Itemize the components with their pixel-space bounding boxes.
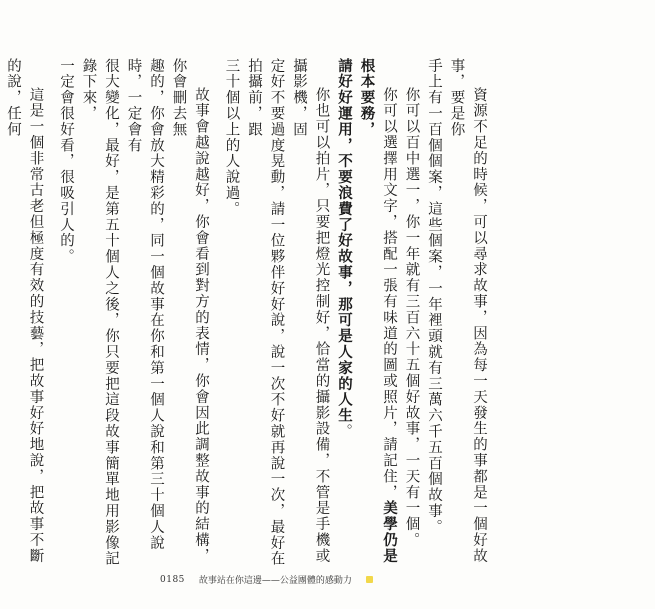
paragraph-p4 bbox=[220, 58, 333, 568]
paragraph-text: 資源不足的時候，可以尋求故事，因為每一天發生的事都是一個好故事，要是你 手上有一百個個案，這些個案，一年裡頭就有三萬六千五百個故事。 bbox=[426, 58, 487, 564]
paragraph-p1 bbox=[423, 58, 491, 568]
paragraph-text: 你也可以拍片，只要把燈光控制好，恰當的攝影設備，不管是手機或攝影機，固 定好不要過度晃動，請一位夥伴好好說，說一次不好就再說一次，最好在拍攝前，跟 三十個以上的人說過。 bbox=[223, 58, 330, 567]
running-title: 故事站在你這邊——公益團體的感動力 bbox=[198, 576, 352, 586]
vertical-body-text bbox=[5, 58, 490, 568]
paragraph-p2 bbox=[400, 58, 423, 568]
paragraph-text: 故事會越說越好，你會看到對方的表情，你會因此調整故事的結構，你會刪去無 趣的，你會放大精彩的，同一個故事在你和第一個人說和第三十個人說時，一定會有 很大變化，最好，是第五十個人之後，你只要把這段故事簡單地用影像記錄下來， 一定會很好看，很吸引人的。 bbox=[58, 58, 209, 567]
paragraph-text: 。 bbox=[336, 423, 352, 440]
page-footer bbox=[160, 573, 373, 586]
paragraph-p3 bbox=[333, 58, 401, 568]
paragraph-text: 你可以百中選一，你一年就有三百六十五個好故事，一天有一個。 bbox=[403, 87, 420, 549]
page-number: 0185 bbox=[160, 574, 185, 585]
paragraph-text: 你可以選擇用文字，搭配一張有味道的圖或照片，請記住， bbox=[381, 87, 397, 501]
paragraph-p5 bbox=[55, 58, 213, 568]
paragraph-p6 bbox=[0, 58, 47, 568]
paragraph-text: 這是一個非常古老但極度有效的技藝，把故事好好地說，把故事不斷的說，任何 bbox=[5, 58, 44, 564]
emphasis-text: 美學仍是根本要務， 請好好運用，不要浪費了好故事，那可是人家的人生 bbox=[336, 58, 398, 565]
yellow-square-icon bbox=[366, 576, 373, 583]
